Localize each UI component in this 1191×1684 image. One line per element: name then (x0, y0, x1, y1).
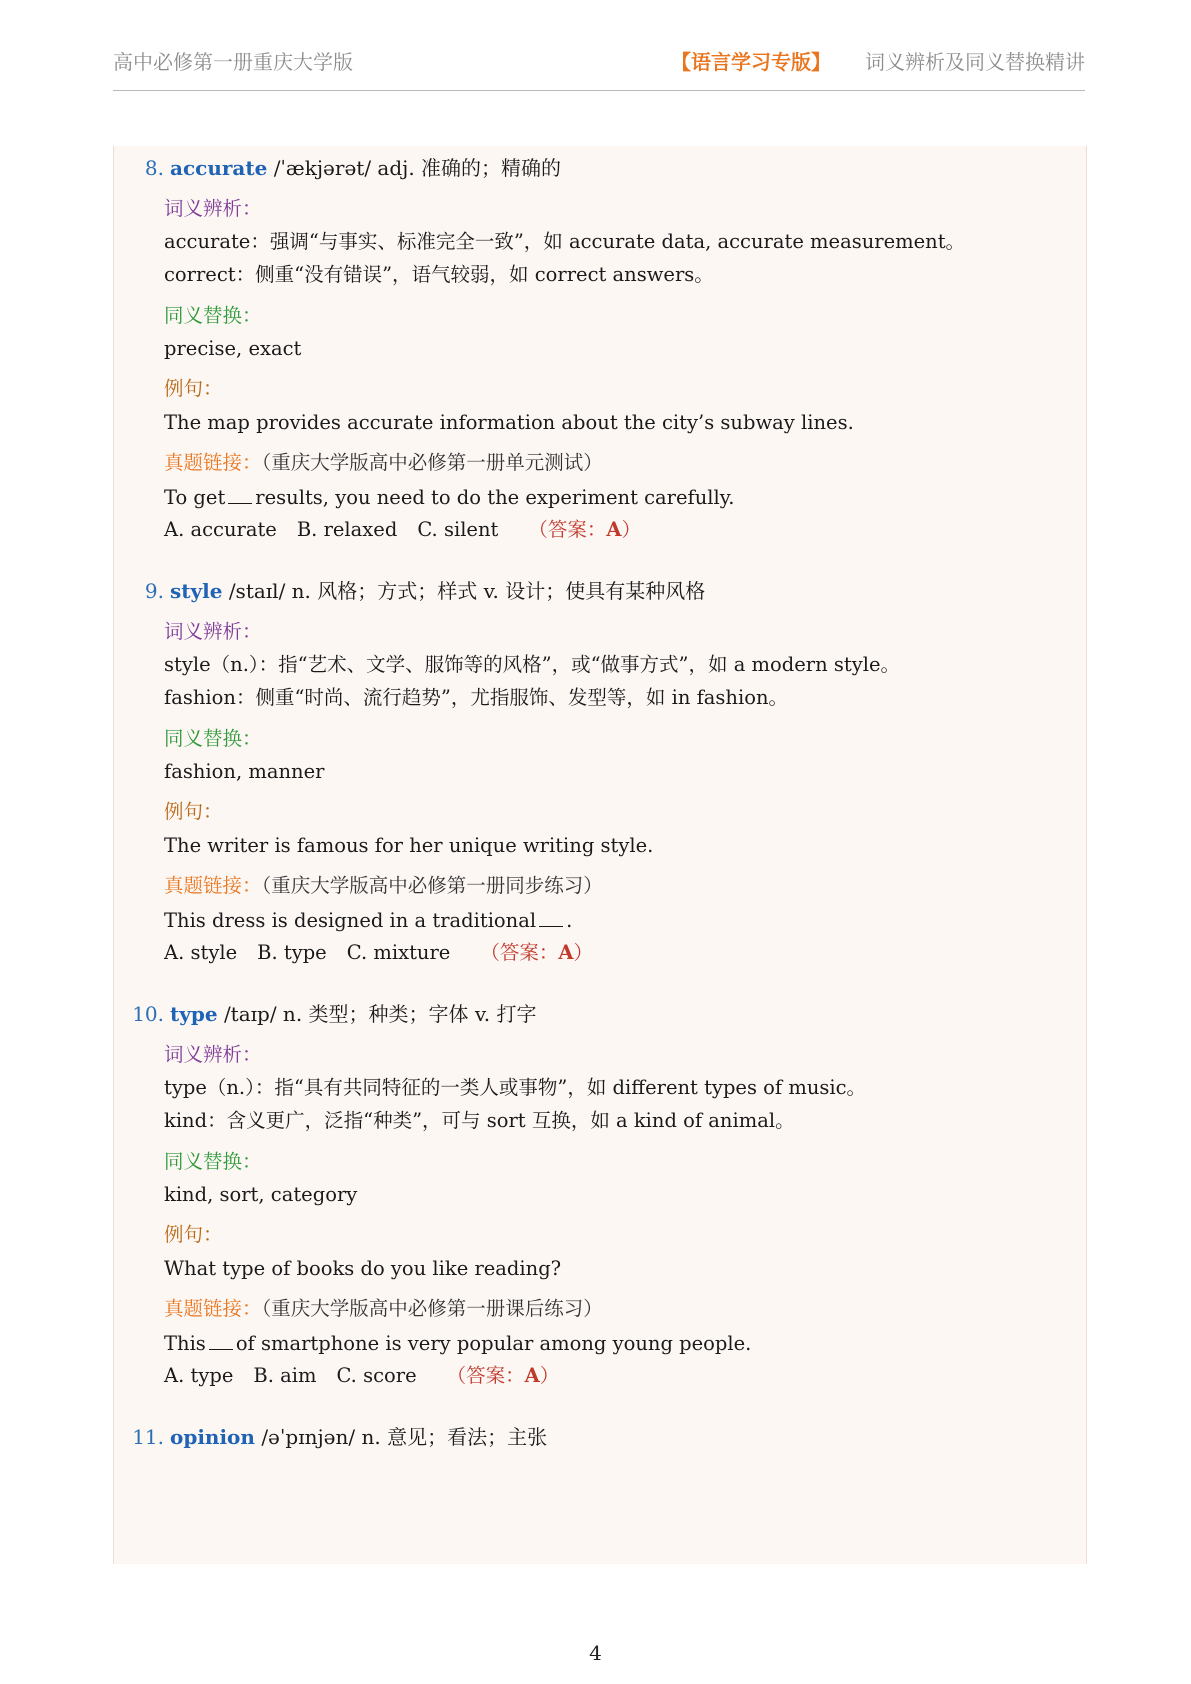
exam-options (164, 1364, 559, 1388)
option: B. aim (253, 1364, 317, 1387)
example-sentence: The writer is famous for her unique writing style. (164, 834, 654, 857)
exam-source: （重庆大学版高中必修第一册同步练习） (261, 874, 603, 897)
analysis-line: style（n.）：指“艺术、文学、服饰等的风格”，或“做事方式”，如 a modern style。 (164, 653, 901, 676)
analysis-label: 词义辨析： (164, 620, 262, 643)
example-sentence: The map provides accurate information about the city’s subway lines. (164, 411, 854, 434)
header-book-title: 高中必修第一册重庆大学版 (113, 50, 353, 74)
question-text-before: This (164, 1332, 206, 1355)
analysis-line: type（n.）：指“具有共同特征的一类人或事物”，如 different types of music。 (164, 1076, 867, 1099)
entry-number: 11. (132, 1425, 164, 1449)
entry-number: 10. (132, 1002, 164, 1026)
analysis-line: accurate：强调“与事实、标准完全一致”，如 accurate data, accurate measurement。 (164, 230, 966, 253)
synonyms-text: fashion, manner (164, 760, 325, 783)
example-label: 例句： (164, 800, 223, 823)
answer-blank (539, 908, 563, 927)
entry-heading (114, 1425, 548, 1449)
entry-heading (114, 579, 706, 603)
page-number: 4 (589, 1641, 602, 1665)
answer-blank (228, 485, 252, 504)
option: C. score (336, 1364, 417, 1387)
entry-definition: /taɪp/ n. 类型；种类；字体 v. 打字 (223, 1002, 537, 1026)
exam-options (164, 941, 593, 965)
option: C. mixture (346, 941, 451, 964)
answer-prefix: （答案： (480, 941, 559, 964)
entry-definition: /əˈpɪnjən/ n. 意见；看法；主张 (261, 1425, 548, 1449)
answer-suffix: ） (573, 941, 594, 964)
synonyms-label: 同义替换： (164, 1150, 262, 1173)
entry-heading (114, 1002, 537, 1026)
entry-definition: /ˈækjərət/ adj. 准确的；精确的 (273, 156, 562, 180)
answer-value: A (524, 1364, 540, 1387)
example-label: 例句： (164, 377, 223, 400)
option: B. type (257, 941, 327, 964)
exam-label: 真题链接： (164, 451, 262, 474)
entry-word: accurate (170, 156, 268, 180)
entry-heading (114, 156, 562, 180)
analysis-line: correct：侧重“没有错误”，语气较弱，如 correct answers。 (164, 263, 714, 286)
example-label: 例句： (164, 1223, 223, 1246)
option: A. style (164, 941, 238, 964)
exam-label: 真题链接： (164, 1297, 262, 1320)
entry-word: style (170, 579, 223, 603)
answer-blank (209, 1331, 233, 1350)
header-section-title: 词义辨析及同义替换精讲 (865, 50, 1085, 74)
option: A. type (164, 1364, 234, 1387)
exam-link (164, 451, 603, 475)
exam-link (164, 874, 603, 898)
answer-prefix: （答案： (528, 518, 607, 541)
entry-word: opinion (170, 1425, 255, 1449)
question-text-before: To get (164, 486, 226, 509)
header-special-edition: 【语言学习专版】 (671, 50, 831, 74)
answer-suffix: ） (539, 1364, 560, 1387)
entry-word: type (170, 1002, 218, 1026)
exam-question (164, 908, 572, 933)
answer-prefix: （答案： (446, 1364, 525, 1387)
exam-question (164, 1331, 751, 1356)
synonyms-text: precise, exact (164, 337, 302, 360)
analysis-line: fashion：侧重“时尚、流行趋势”，尤指服饰、发型等，如 in fashion。 (164, 686, 789, 709)
exam-link (164, 1297, 603, 1321)
example-sentence: What type of books do you like reading? (164, 1257, 562, 1280)
entry-number: 9. (144, 579, 164, 603)
exam-source: （重庆大学版高中必修第一册单元测试） (261, 451, 603, 474)
header-right (671, 46, 1085, 75)
option: A. accurate (164, 518, 277, 541)
question-text-after: of smartphone is very popular among young people. (235, 1332, 752, 1355)
question-text-after: results, you need to do the experiment carefully. (255, 486, 735, 509)
option: B. relaxed (296, 518, 398, 541)
entry-definition: /staɪl/ n. 风格；方式；样式 v. 设计；使具有某种风格 (228, 579, 706, 603)
answer-suffix: ） (621, 518, 642, 541)
entry-number: 8. (144, 156, 164, 180)
page-header (113, 40, 1085, 91)
vocabulary-panel (113, 146, 1087, 1564)
exam-label: 真题链接： (164, 874, 262, 897)
answer (528, 518, 641, 541)
exam-question (164, 485, 734, 510)
answer-value: A (606, 518, 622, 541)
synonyms-text: kind, sort, category (164, 1183, 358, 1206)
option: C. silent (417, 518, 499, 541)
answer (480, 941, 593, 964)
synonyms-label: 同义替换： (164, 727, 262, 750)
exam-options (164, 518, 641, 542)
answer-value: A (558, 941, 574, 964)
analysis-label: 词义辨析： (164, 197, 262, 220)
analysis-label: 词义辨析： (164, 1043, 262, 1066)
question-text-before: This dress is designed in a traditional (164, 909, 537, 932)
analysis-line: kind：含义更广，泛指“种类”，可与 sort 互换，如 a kind of animal。 (164, 1109, 795, 1132)
question-text-after: . (566, 909, 573, 932)
exam-source: （重庆大学版高中必修第一册课后练习） (261, 1297, 603, 1320)
synonyms-label: 同义替换： (164, 304, 262, 327)
answer (447, 1364, 560, 1387)
